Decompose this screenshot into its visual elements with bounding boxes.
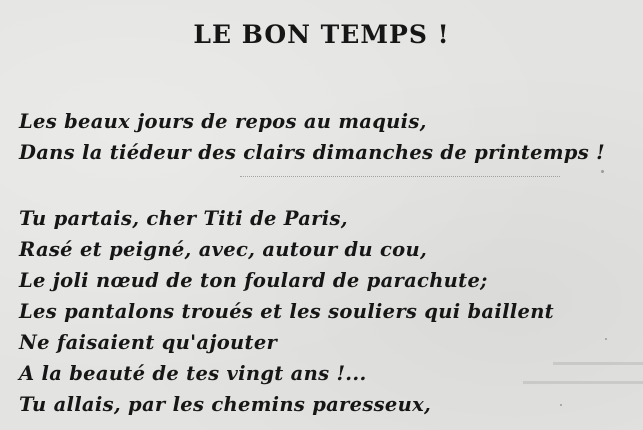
faint-divider: [240, 176, 560, 177]
bleed-through-mark: [523, 381, 643, 384]
stanza-2: [19, 203, 554, 420]
print-speck: [601, 170, 604, 173]
poem-line: Tu allais, par les chemins paresseux,: [19, 393, 432, 416]
print-speck: [605, 338, 607, 340]
poem-line: Le joli nœud de ton foulard de parachute;: [19, 269, 488, 292]
poem-line: Les pantalons troués et les souliers qui baillent: [19, 300, 554, 323]
poem-line: Tu partais, cher Titi de Paris,: [19, 207, 348, 230]
poem-line: Ne faisaient qu'ajouter: [19, 331, 278, 354]
poem-title: LE BON TEMPS !: [193, 20, 450, 49]
print-speck: [560, 404, 562, 406]
poem-line: A la beauté de tes vingt ans !...: [19, 362, 367, 385]
bleed-through-mark: [553, 362, 643, 365]
poem-line: Les beaux jours de repos au maquis,: [19, 110, 427, 133]
poem-line: Dans la tiédeur des clairs dimanches de printemps !: [19, 141, 605, 164]
stanza-1: [19, 106, 605, 168]
poem-line: Rasé et peigné, avec, autour du cou,: [19, 238, 428, 261]
